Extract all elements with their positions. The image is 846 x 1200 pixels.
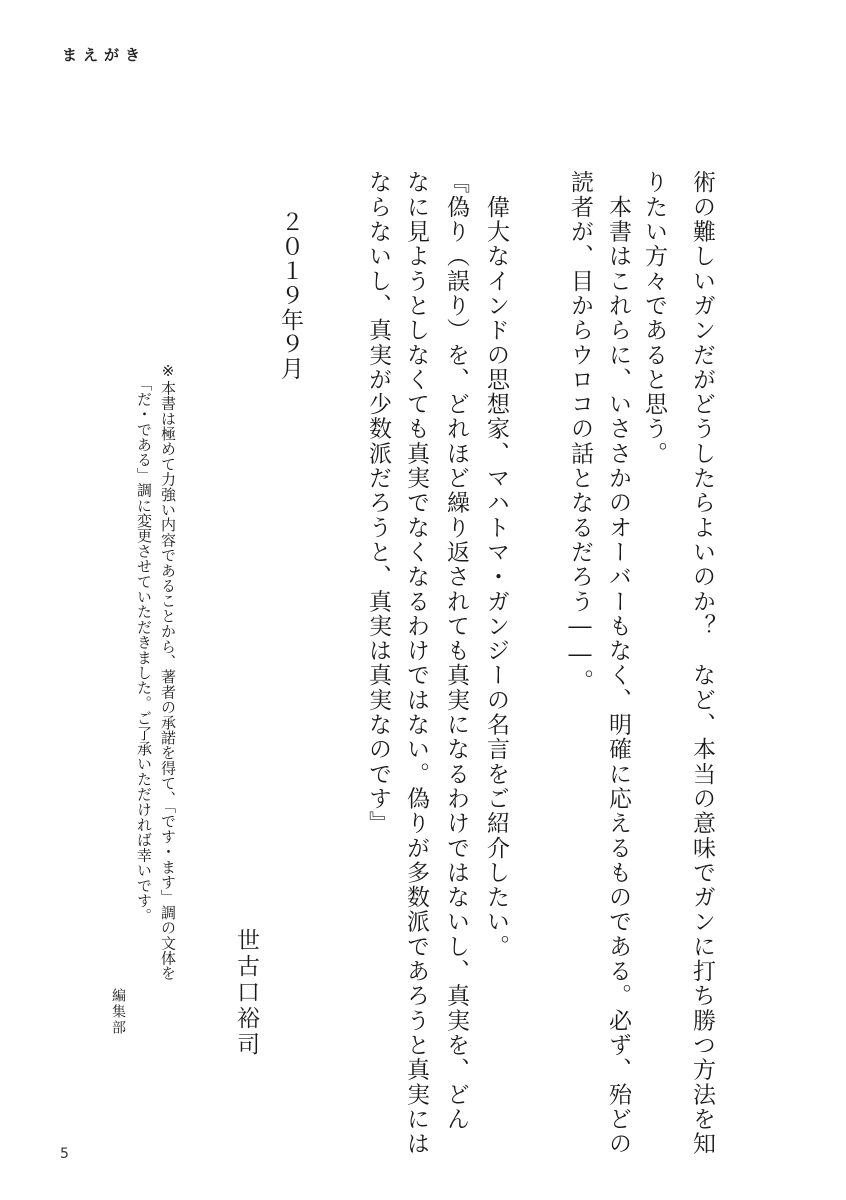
body-line-1: 術の難しいガンだがどうしたらよいのか？ など、本当の意味でガンに打ち勝つ方法を知	[689, 170, 715, 1156]
body-line-2: りたい方々であると思う。	[641, 170, 667, 466]
body-line-3: 本書はこれらに、いささかのオーバーもなく、明確に応えるものである。必ず、殆どの	[605, 170, 631, 1156]
page-title: まえがき	[62, 46, 147, 64]
date: ２０１９年９月	[277, 210, 303, 381]
body-line-7: なに見ようとしなくても真実でなくなるわけではない。偽りが多数派であろうと真実には	[403, 170, 429, 1156]
note-line-2: 「だ・である」調に変更させていただきました。ご了承いただければ幸いです。	[135, 376, 153, 924]
note-line-1: ※本書は極めて力強い内容であることから、著者の承諾を得て、「です・ます」調の文体を	[159, 362, 177, 981]
body-line-8: ならないし、真実が少数派だろうと、真実は真実なのです』	[365, 170, 391, 836]
body-line-4: 読者が、目からウロコの話となるだろう――。	[567, 170, 593, 694]
page-number: 5	[60, 1146, 69, 1162]
editor-credit: 編集部	[110, 988, 126, 1036]
author-name: 世古口裕司	[233, 928, 259, 1058]
body-line-5: 偉大なインドの思想家、マハトマ・ガンジーの名言をご紹介したい。	[483, 170, 509, 959]
body-line-6: 『偽り（誤り）を、どれほど繰り返されても真実になるわけではないし、真実を、どん	[443, 170, 469, 1132]
